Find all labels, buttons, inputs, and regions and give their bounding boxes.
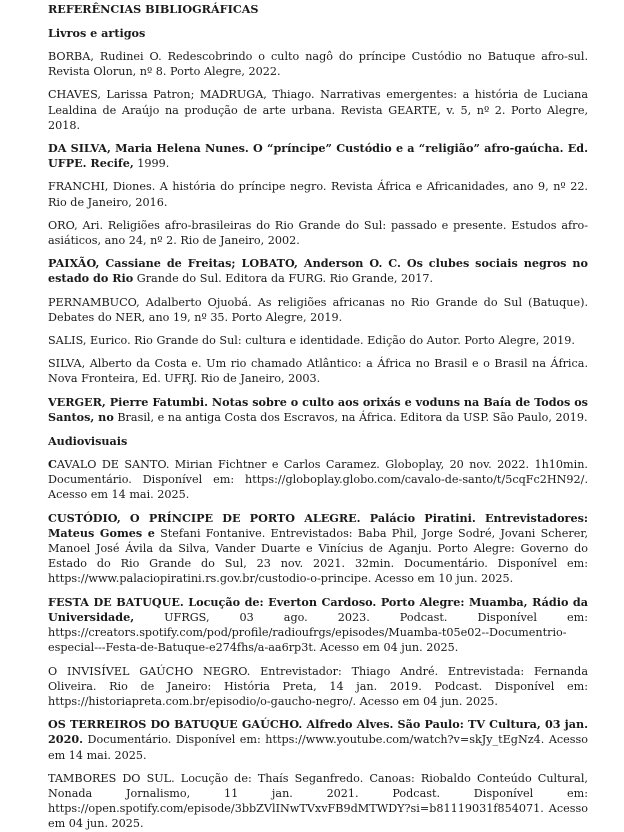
reference-entry [48, 771, 588, 832]
reference-entry [48, 218, 588, 248]
reference-entry [48, 664, 588, 710]
reference-text: Grande do Sul. Editora da FURG. Rio Grande, 2017. [133, 272, 434, 286]
reference-text: AVALO DE SANTO. Mirian Fichtner e Carlos Caramez. Globoplay, 20 nov. 2022. 1h10min. Documentário. Disponível em: https://globoplay.globo.com/cavalo-de-santo/t/5cqFc2HN92/. Acesso em 14 mai. 2025. [48, 458, 588, 502]
reference-text: Stefani Fontanive. Entrevistados: Baba Phil, Jorge Sodré, Jovani Scherer, Manoel José Ávila da Silva, Vander Duarte e Vinícius de Aganju. Porto Alegre: Governo do Estado do Rio Grande do Sul, 23 nov. 2021. 32min. Documentário. Disponível em: https://www.palaciopiratini.rs.gov.br/custodio-o-principe. Acesso em 10 jun. 2025. [48, 526, 589, 586]
reference-text: 1999. [133, 157, 170, 171]
reference-bold-text: DA SILVA, Maria Helena Nunes. O “príncipe” Custódio e a “religião” afro-gaúcha. Ed. UFPE. Recife, [48, 141, 588, 171]
reference-entry [48, 595, 588, 656]
reference-text: CHAVES, Larissa Patron; MADRUGA, Thiago. Narrativas emergentes: a história de Luciana Lealdina de Araújo na produção de arte urbana. Revista GEARTE, v. 5, nº 2. Porto Alegre, 2018. [48, 88, 588, 132]
reference-bold-text: VERGER, Pierre Fatumbi. Notas sobre o culto aos orixás e voduns na Baía de Todos os Santos, no [48, 394, 588, 424]
reference-entry [48, 295, 588, 325]
reference-entry [48, 333, 588, 348]
reference-entry [48, 179, 588, 209]
reference-entry [48, 256, 588, 286]
reference-text: BORBA, Rudinei O. Redescobrindo o culto nagô do príncipe Custódio no Batuque afro-sul. Revista Olorun, nº 8. Porto Alegre, 2022. [48, 50, 588, 79]
reference-text: Documentário. Disponível em: https://www.youtube.com/watch?v=skJy_tEgNz4. Acesso em 14 mai. 2025. [48, 733, 588, 762]
reference-text: FRANCHI, Diones. A história do príncipe negro. Revista África e Africanidades, ano 9, nº 22. Rio de Janeiro, 2016. [48, 180, 588, 209]
reference-bold-text: OS TERREIROS DO BATUQUE GAÚCHO. Alfredo Alves. São Paulo: TV Cultura, 03 jan. 2020. [48, 717, 588, 747]
reference-bold-text: PAIXÃO, Cassiane de Freitas; LOBATO, Anderson O. C. Os clubes sociais negros no estado do Rio [48, 256, 588, 286]
reference-text: TAMBORES DO SUL. Locução de: Thaís Seganfredo. Canoas: Riobaldo Conteúdo Cultural, Nonada Jornalismo, 11 jan. 2021. Podcast. Disponível em: https://open.spotify.com/episode/3bbZVlINwTVxvFB9dMTWDY?si=b81119031f854071. Acesso em 04 jun. 2025. [48, 771, 588, 831]
references-body [48, 25, 588, 832]
reference-text: O INVISÍVEL GAÚCHO NEGRO. Entrevistador: Thiago André. Entrevistada: Fernanda Oliveira. Rio de Janeiro: História Preta, 14 jan. 2019. Podcast. Disponível em: https://historiapreta.com.br/episodio/o-gaucho-negro/. Acesso em 04 jun. 2025. [48, 664, 588, 708]
reference-text: SILVA, Alberto da Costa e. Um rio chamado Atlântico: a África no Brasil e o Brasil na África. Nova Fronteira, Ed. UFRJ. Rio de Janeiro, 2003. [48, 357, 588, 386]
reference-entry [48, 457, 588, 503]
reference-entry [48, 49, 588, 79]
reference-bold-text: FESTA DE BATUQUE. Locução de: Everton Cardoso. Porto Alegre: Muamba, Rádio da Universidade, [48, 594, 588, 624]
page-title: REFERÊNCIAS BIBLIOGRÁFICAS [48, 2, 259, 16]
reference-entry [48, 141, 588, 171]
reference-entry [48, 356, 588, 386]
reference-entry [48, 717, 588, 763]
reference-text: UFRGS, 03 ago. 2023. Podcast. Disponível em: https://creators.spotify.com/pod/profile/radioufrgs/episodes/Muamba-t05e02--Documentrio-especial---Festa-de-Batuque-e274fhs/a-aa6rp3t. Acesso em 04 jun. 2025. [48, 610, 588, 655]
reference-text: SALIS, Eurico. Rio Grande do Sul: cultura e identidade. Edição do Autor. Porto Alegre, 2019. [48, 334, 575, 348]
section-heading: Audiovisuais [48, 434, 128, 449]
reference-text: PERNAMBUCO, Adalberto Ojuobá. As religiões africanas no Rio Grande do Sul (Batuque). Debates do NER, ano 19, nº 35. Porto Alegre, 2019. [48, 295, 588, 324]
reference-text: Brasil, e na antiga Costa dos Escravos, na África. Editora da USP. São Paulo, 2019. [113, 410, 588, 424]
section-heading: Livros e artigos [48, 26, 146, 40]
reference-bold-text: CUSTÓDIO, O PRÍNCIPE DE PORTO ALEGRE. Palácio Piratini. Entrevistadores: Mateus Gomes e [48, 510, 588, 540]
reference-entry [48, 511, 588, 587]
reference-text: ORO, Ari. Religiões afro-brasileiras do Rio Grande do Sul: passado e presente. Estudos afro-asiáticos, ano 24, nº 2. Rio de Janeiro, 2002. [48, 218, 588, 248]
reference-entry [48, 395, 588, 425]
reference-entry [48, 87, 588, 133]
reference-bold-text: C [48, 457, 57, 472]
